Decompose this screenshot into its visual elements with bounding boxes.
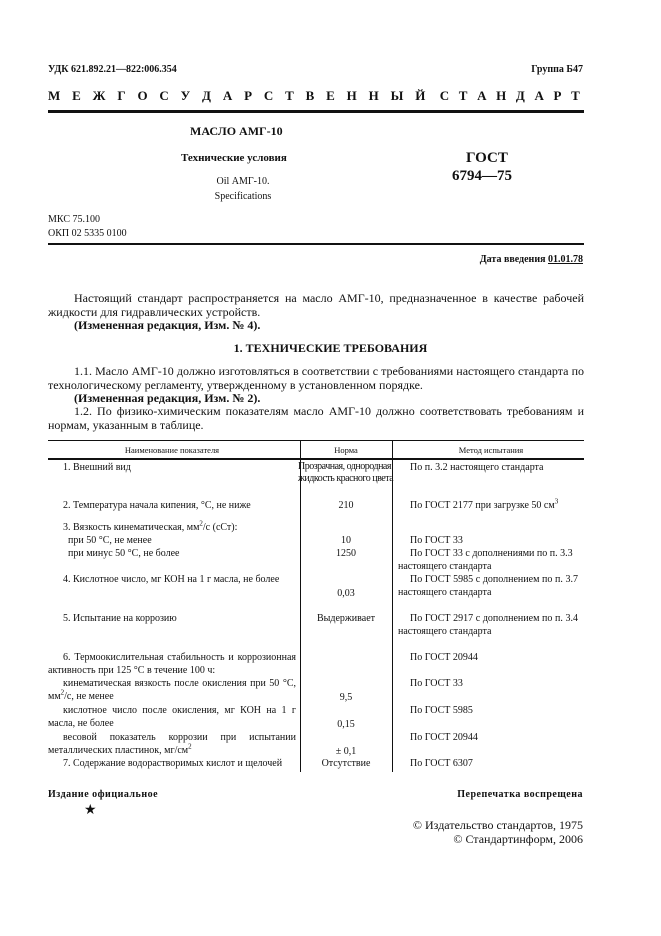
cell-text: По ГОСТ 2177 при загрузке 50 см xyxy=(410,500,555,511)
cell: 1. Внешний вид xyxy=(63,462,131,473)
copyright-1975: © Издательство стандартов, 1975 xyxy=(412,818,583,832)
interstate-label: М Е Ж Г О С У Д А Р С Т В Е Н Н Ы Й xyxy=(48,88,430,103)
date-label: Дата введения xyxy=(479,254,546,265)
cell-text: /с (сСт): xyxy=(202,522,238,533)
group-code: Группа Б47 xyxy=(531,64,583,75)
okp-code: ОКП 02 5335 0100 xyxy=(48,228,127,239)
cell: По ГОСТ 5985 xyxy=(410,705,473,716)
paragraph-1-1: 1.1. Масло АМГ-10 должно изготовляться в соответствии с требованиями настоящего стандарта по технологическому регламенту, утвержденному в установленном порядке. xyxy=(48,364,584,392)
english-subtitle: Specifications xyxy=(214,191,272,202)
cell xyxy=(48,521,311,534)
cell-text: кинематическая вязкость после окисления при 50 °С, мм xyxy=(48,678,296,702)
intro-paragraph: Настоящий стандарт распространяется на масло АМГ-10, предназначенное в качестве рабочей жидкости для гидравлических устройств. xyxy=(48,291,584,319)
cell-sup: 2 xyxy=(188,742,192,751)
column-divider xyxy=(392,441,393,772)
gost-number: 6794—75 xyxy=(452,168,512,184)
cell: 7. Содержание водорастворимых кислот и щелочей xyxy=(63,758,283,769)
cell: 1250 xyxy=(336,548,356,559)
cell: По ГОСТ 33 с дополнениями по п. 3.3 настоящего стандарта xyxy=(398,548,573,572)
table-header-border xyxy=(48,458,584,460)
cell: 0,03 xyxy=(337,588,355,599)
cell-sup: 3 xyxy=(554,497,559,506)
cell-text: 3. Вязкость кинематическая, мм xyxy=(63,522,200,533)
cell xyxy=(48,731,296,757)
cell: По ГОСТ 33 xyxy=(410,678,463,689)
cell: По ГОСТ 20944 xyxy=(410,732,478,743)
official-edition: Издание официальное xyxy=(48,789,159,800)
cell: Выдерживает xyxy=(316,613,375,624)
cell-text: весовой показатель коррозии при испытании металлических пластинок, мг/см xyxy=(48,732,296,756)
star-icon: ★ xyxy=(84,803,97,818)
date-value: 01.01.78 xyxy=(548,254,583,265)
effective-date xyxy=(480,254,583,265)
cell xyxy=(398,499,578,512)
cell: 9,5 xyxy=(339,692,353,703)
gost-label: ГОСТ xyxy=(466,150,508,166)
cell: 6. Термоокислительная стабильность и коррозионная активность при 125 °С в течение 100 ч: xyxy=(48,652,296,676)
cell: 4. Кислотное число, мг КОН на 1 г масла, не более xyxy=(63,574,280,585)
header-name: Наименование показателя xyxy=(124,445,220,455)
doc-title: МАСЛО АМГ-10 xyxy=(190,124,283,138)
cell: По ГОСТ 2917 с дополнением по п. 3.4 настоящего стандарта xyxy=(398,613,578,637)
cell: ± 0,1 xyxy=(335,746,357,757)
cell: По ГОСТ 5985 с дополнением по п. 3.7 настоящего стандарта xyxy=(398,574,578,598)
cell-sup: 2 xyxy=(60,688,65,697)
cell: 210 xyxy=(338,500,354,511)
reprint-notice: Перепечатка воспрещена xyxy=(457,789,583,800)
cell: По п. 3.2 настоящего стандарта xyxy=(410,462,544,473)
divider xyxy=(48,110,584,113)
cell: 10 xyxy=(341,535,351,546)
copyright-2006: © Стандартинформ, 2006 xyxy=(453,832,583,846)
cell: 5. Испытание на коррозию xyxy=(63,613,177,624)
cell: при 50 °С, не менее xyxy=(68,535,152,546)
cell: кислотное число после окисления, мг КОН на 1 г масла, не более xyxy=(48,705,296,729)
cell: По ГОСТ 6307 xyxy=(410,758,473,769)
cell: По ГОСТ 33 xyxy=(410,535,463,546)
cell xyxy=(48,677,296,703)
header-norm: Норма xyxy=(334,445,358,455)
cell: Прозрачная, однородная жидкость красного цвета xyxy=(298,461,394,484)
paragraph-1-2: 1.2. По физико-химическим показателям масло АМГ-10 должно соответствовать требованиям и нормам, указанным в таблице. xyxy=(48,404,584,432)
cell-text: /с, не менее xyxy=(64,691,114,702)
udk-code: УДК 621.892.21—822:006.354 xyxy=(48,64,177,75)
paragraph-1-1-note: (Измененная редакция, Изм. № 2). xyxy=(74,391,261,405)
mks-code: МКС 75.100 xyxy=(48,214,100,225)
intro-note: (Измененная редакция, Изм. № 4). xyxy=(74,318,261,332)
cell: 2. Температура начала кипения, °С, не ниже xyxy=(63,500,251,511)
cell: Отсутствие xyxy=(321,758,371,769)
header-method: Метод испытания xyxy=(458,445,524,455)
cell: при минус 50 °С, не более xyxy=(68,548,180,559)
doc-subtitle: Технические условия xyxy=(181,152,287,164)
divider xyxy=(48,243,584,245)
standard-label: С Т А Н Д А Р Т xyxy=(439,88,583,103)
section-title: 1. ТЕХНИЧЕСКИЕ ТРЕБОВАНИЯ xyxy=(233,341,428,355)
cell: По ГОСТ 20944 xyxy=(410,652,478,663)
cell-sup: 2 xyxy=(199,519,203,528)
table-top-border xyxy=(48,440,584,441)
cell: 0,15 xyxy=(337,719,355,730)
english-title: Oil АМГ-10. xyxy=(216,176,270,187)
